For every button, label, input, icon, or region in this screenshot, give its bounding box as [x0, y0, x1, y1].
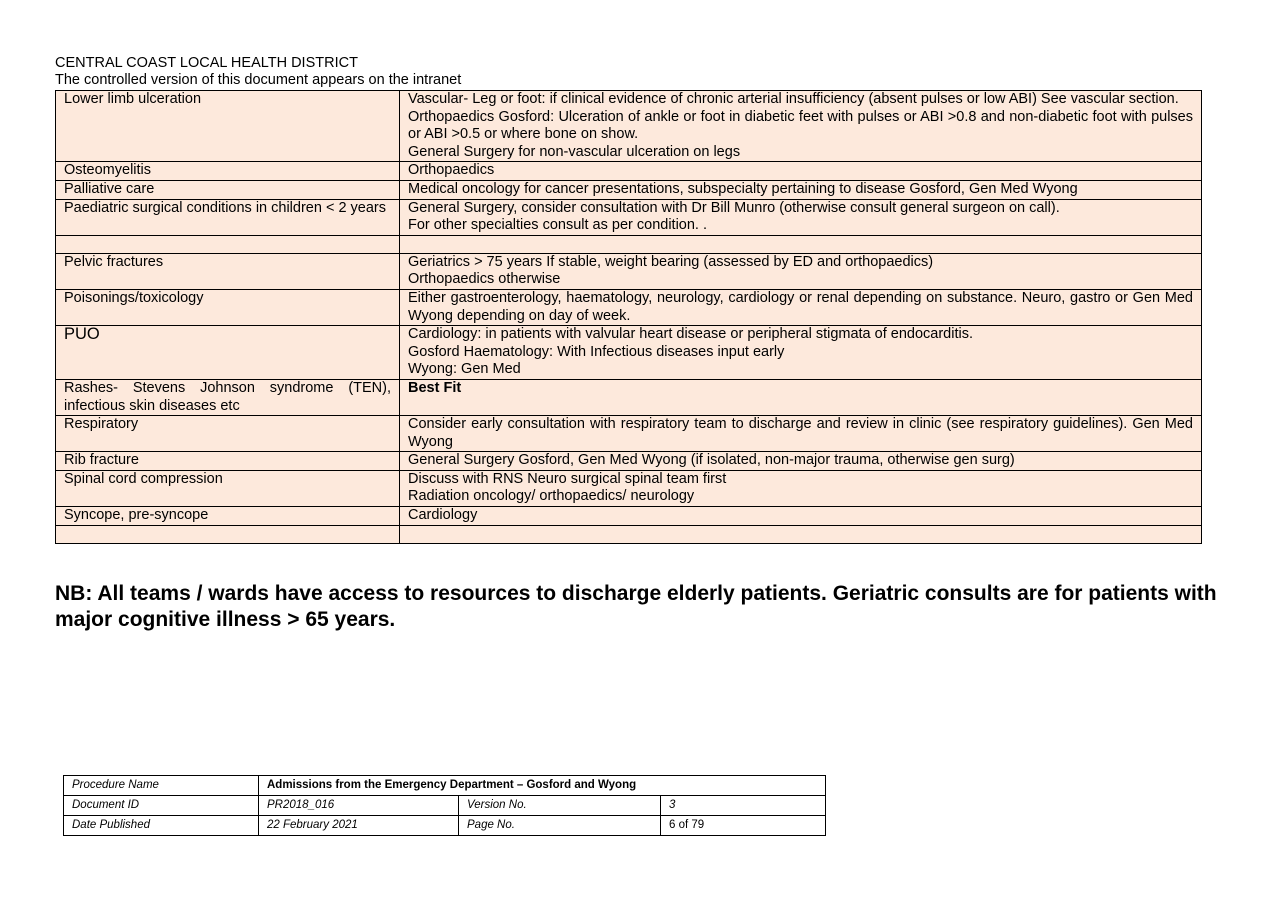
table-row: [56, 326, 1202, 380]
referral-cell: Discuss with RNS Neuro surgical spinal team first Radiation oncology/ orthopaedics/ neurology: [400, 470, 1202, 506]
date-row: [64, 816, 826, 836]
date-published-label: Date Published: [64, 816, 259, 836]
referral-table: [55, 90, 1202, 544]
document-header: [55, 55, 461, 89]
document-id-value: PR2018_016: [259, 796, 459, 816]
condition-cell: Poisonings/toxicology: [56, 289, 400, 325]
table-row: [56, 289, 1202, 325]
table-row: [56, 416, 1202, 452]
table-row: [56, 452, 1202, 471]
condition-cell: Pelvic fractures: [56, 253, 400, 289]
referral-cell: Vascular- Leg or foot: if clinical evidence of chronic arterial insufficiency (absent pulses or low ABI) See vascular section. Orthopaedics Gosford: Ulceration of ankle or foot in diabetic feet with pulses or ABI >0.8 and non-diabetic foot with pulses or ABI >0.5 or where bone on show. General Surgery for non-vascular ulceration on legs: [400, 91, 1202, 162]
procedure-name-label: Procedure Name: [64, 776, 259, 796]
referral-cell: General Surgery, consider consultation with Dr Bill Munro (otherwise consult general surgeon on call). For other specialties consult as per condition. .: [400, 199, 1202, 235]
organization-name: CENTRAL COAST LOCAL HEALTH DISTRICT: [55, 55, 358, 71]
procedure-name-value: Admissions from the Emergency Department – Gosford and Wyong: [259, 776, 826, 796]
condition-cell: Syncope, pre-syncope: [56, 507, 400, 526]
referral-cell: Cardiology: [400, 507, 1202, 526]
condition-cell: Respiratory: [56, 416, 400, 452]
condition-cell: Palliative care: [56, 180, 400, 199]
document-control-table: [63, 775, 826, 836]
referral-cell: Cardiology: in patients with valvular heart disease or peripheral stigmata of endocarditis. Gosford Haematology: With Infectious diseases input early Wyong: Gen Med: [400, 326, 1202, 380]
document-id-label: Document ID: [64, 796, 259, 816]
referral-cell: Best Fit: [400, 379, 1202, 415]
document-id-row: [64, 796, 826, 816]
condition-cell: Paediatric surgical conditions in children < 2 years: [56, 199, 400, 235]
procedure-name-row: [64, 776, 826, 796]
condition-cell: [56, 525, 400, 543]
condition-cell: Lower limb ulceration: [56, 91, 400, 162]
table-row: [56, 199, 1202, 235]
condition-cell: PUO: [56, 326, 400, 380]
version-value: 3: [661, 796, 826, 816]
table-row-empty: [56, 235, 1202, 253]
condition-cell: Rashes- Stevens Johnson syndrome (TEN), infectious skin diseases etc: [56, 379, 400, 415]
condition-cell: [56, 235, 400, 253]
table-row-empty: [56, 525, 1202, 543]
condition-cell: Osteomyelitis: [56, 162, 400, 181]
table-row: [56, 162, 1202, 181]
referral-cell: [400, 525, 1202, 543]
referral-cell: Either gastroenterology, haematology, neurology, cardiology or renal depending on substance. Neuro, gastro or Gen Med Wyong depending on day of week.: [400, 289, 1202, 325]
table-row: [56, 507, 1202, 526]
referral-cell: General Surgery Gosford, Gen Med Wyong (if isolated, non-major trauma, otherwise gen surg): [400, 452, 1202, 471]
table-row: [56, 379, 1202, 415]
table-row: [56, 180, 1202, 199]
version-label: Version No.: [459, 796, 661, 816]
date-published-value: 22 February 2021: [259, 816, 459, 836]
referral-cell: Medical oncology for cancer presentations, subspecialty pertaining to disease Gosford, Gen Med Wyong: [400, 180, 1202, 199]
referral-cell: Geriatrics > 75 years If stable, weight bearing (assessed by ED and orthopaedics) Orthopaedics otherwise: [400, 253, 1202, 289]
condition-cell: Spinal cord compression: [56, 470, 400, 506]
referral-cell: [400, 235, 1202, 253]
table-row: [56, 470, 1202, 506]
table-row: [56, 91, 1202, 162]
page-number-value: 6 of 79: [661, 816, 826, 836]
table-row: [56, 253, 1202, 289]
condition-cell: Rib fracture: [56, 452, 400, 471]
nb-note: NB: All teams / wards have access to resources to discharge elderly patients. Geriatric consults are for patients with major cognitive illness > 65 years.: [55, 582, 1217, 631]
referral-cell: Consider early consultation with respiratory team to discharge and review in clinic (see respiratory guidelines). Gen Med Wyong: [400, 416, 1202, 452]
referral-cell: Orthopaedics: [400, 162, 1202, 181]
controlled-version-note: The controlled version of this document appears on the intranet: [55, 72, 462, 88]
page-number-label: Page No.: [459, 816, 661, 836]
